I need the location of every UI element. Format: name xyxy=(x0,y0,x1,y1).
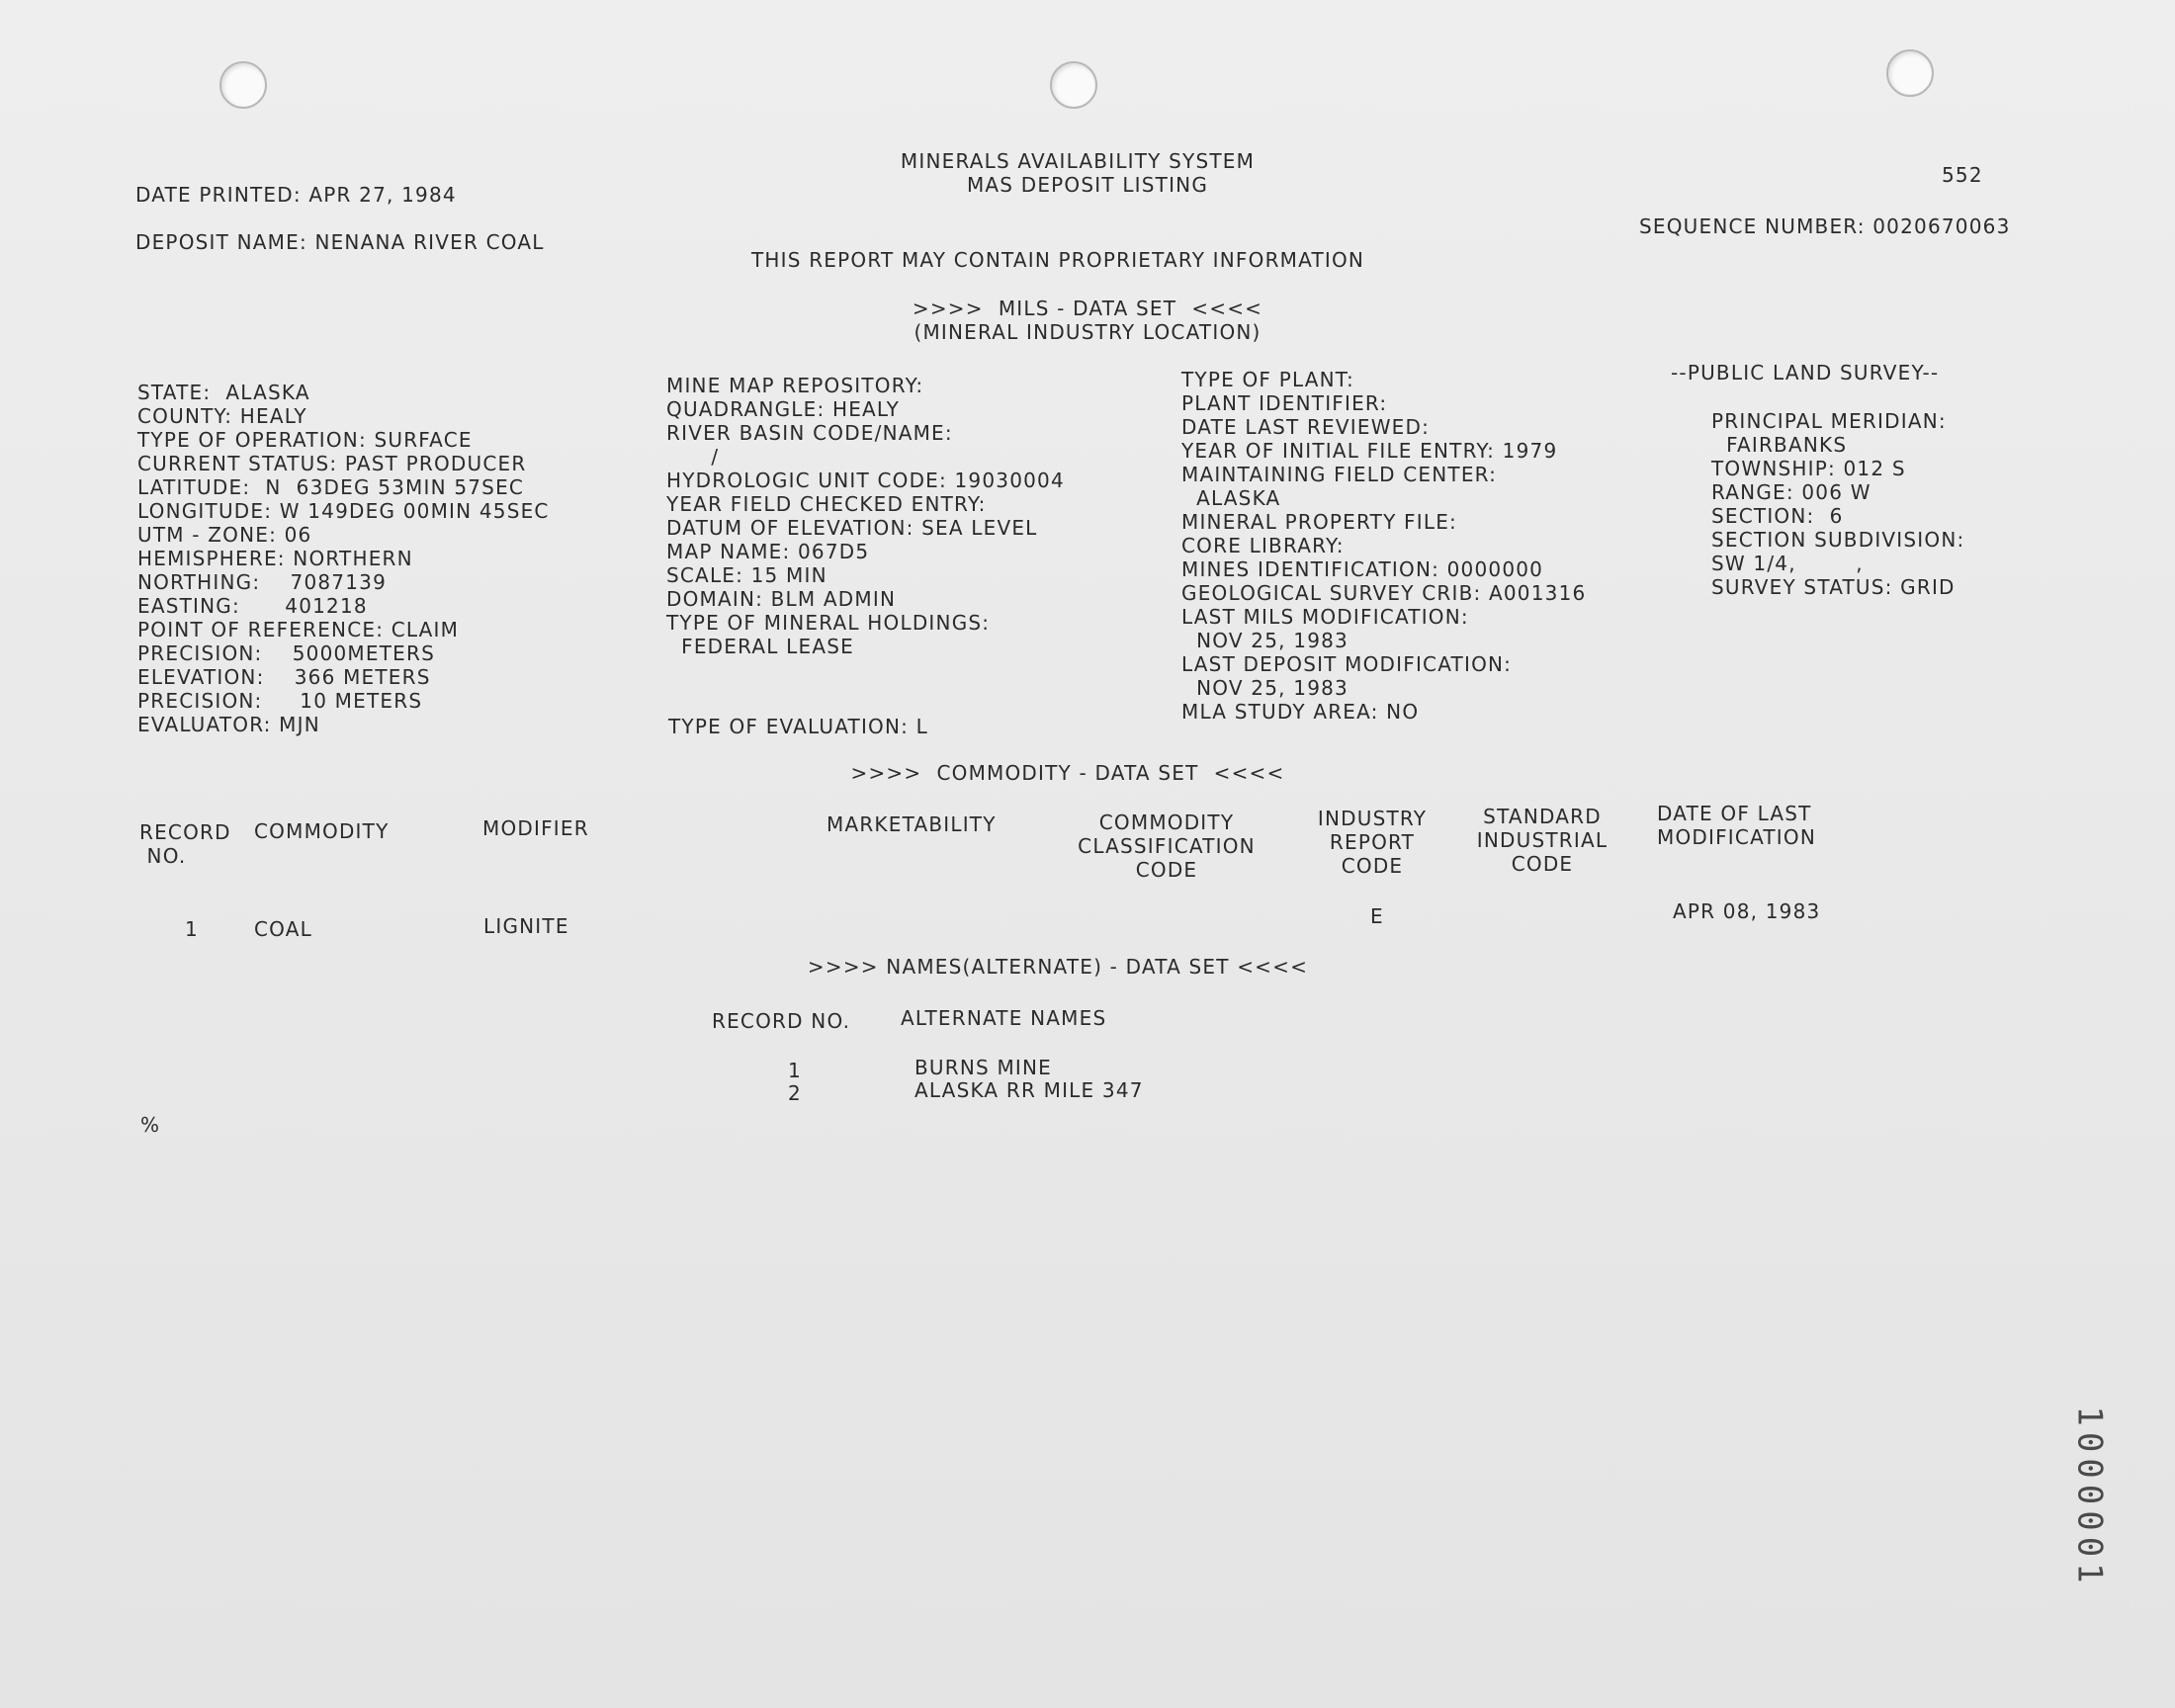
field-line: NOV 25, 1983 xyxy=(1181,629,1348,652)
names-section-title: >>>> NAMES(ALTERNATE) - DATA SET <<<< xyxy=(807,955,1309,979)
field-line: EVALUATOR: MJN xyxy=(137,713,320,736)
mils-section-title: >>>> MILS - DATA SET <<<< xyxy=(912,297,1263,320)
alternate-name-record-no: 1 xyxy=(788,1059,802,1082)
punch-hole-center xyxy=(1050,61,1097,109)
field-line: / xyxy=(666,445,720,469)
field-line: PRINCIPAL MERIDIAN: xyxy=(1711,409,1947,433)
field-line: LATITUDE: N 63DEG 53MIN 57SEC xyxy=(137,475,525,499)
header-standard-industrial-code: STANDARD INDUSTRIAL CODE xyxy=(1476,805,1609,876)
commodity-modification-date: APR 08, 1983 xyxy=(1673,899,1821,923)
date-printed: DATE PRINTED: APR 27, 1984 xyxy=(135,183,457,207)
system-title: MINERALS AVAILABILITY SYSTEM xyxy=(900,149,1256,173)
field-line: SCALE: 15 MIN xyxy=(666,563,827,587)
header-marketability: MARKETABILITY xyxy=(826,812,997,836)
alternate-name: ALASKA RR MILE 347 xyxy=(914,1078,1144,1102)
alternate-name: BURNS MINE xyxy=(914,1056,1053,1079)
field-line: FAIRBANKS xyxy=(1711,433,1848,457)
header-date-last-modification: DATE OF LAST MODIFICATION xyxy=(1657,802,1817,849)
alternate-name-record-no: 2 xyxy=(788,1081,802,1105)
field-line: SECTION SUBDIVISION: xyxy=(1711,528,1965,552)
field-line: DATE LAST REVIEWED: xyxy=(1181,415,1431,439)
field-line: GEOLOGICAL SURVEY CRIB: A001316 xyxy=(1181,581,1587,605)
field-line: CORE LIBRARY: xyxy=(1181,534,1345,557)
field-line: RIVER BASIN CODE/NAME: xyxy=(666,421,953,445)
commodity-industry-code: E xyxy=(1370,904,1384,928)
field-line: NORTHING: 7087139 xyxy=(137,570,387,594)
field-line: UTM - ZONE: 06 xyxy=(137,523,312,547)
field-line: YEAR OF INITIAL FILE ENTRY: 1979 xyxy=(1181,439,1558,463)
commodity-section-title: >>>> COMMODITY - DATA SET <<<< xyxy=(850,761,1285,785)
side-stamp-number xyxy=(2068,1404,2112,1591)
field-line: TYPE OF PLANT: xyxy=(1181,368,1354,391)
header-modifier: MODIFIER xyxy=(482,816,589,840)
page-number: 552 xyxy=(1942,163,1983,187)
field-line: SW 1/4, , xyxy=(1711,552,1864,575)
field-line: DATUM OF ELEVATION: SEA LEVEL xyxy=(666,516,1038,540)
field-line: STATE: ALASKA xyxy=(137,381,310,404)
field-line: ELEVATION: 366 METERS xyxy=(137,665,431,689)
field-line: LAST DEPOSIT MODIFICATION: xyxy=(1181,652,1513,676)
field-line: LONGITUDE: W 149DEG 00MIN 45SEC xyxy=(137,499,550,523)
mils-column-4 xyxy=(1711,409,1964,599)
field-line: FEDERAL LEASE xyxy=(666,635,854,658)
field-line: MLA STUDY AREA: NO xyxy=(1181,700,1420,724)
header-record-no: RECORD NO. xyxy=(139,820,231,868)
field-line: MINERAL PROPERTY FILE: xyxy=(1181,510,1457,534)
sequence-number: SEQUENCE NUMBER: 0020670063 xyxy=(1639,214,2011,238)
mils-column-3 xyxy=(1181,368,1586,724)
field-line: EASTING: 401218 xyxy=(137,594,368,618)
field-line: MINES IDENTIFICATION: 0000000 xyxy=(1181,557,1544,581)
footer-percent-mark: % xyxy=(140,1113,161,1137)
type-of-evaluation: TYPE OF EVALUATION: L xyxy=(668,715,928,738)
listing-title: MAS DEPOSIT LISTING xyxy=(966,173,1209,197)
commodity-record-no: 1 xyxy=(185,917,199,941)
field-line: CURRENT STATUS: PAST PRODUCER xyxy=(137,452,527,475)
field-line: NOV 25, 1983 xyxy=(1181,676,1348,700)
field-line: QUADRANGLE: HEALY xyxy=(666,397,901,421)
field-line: YEAR FIELD CHECKED ENTRY: xyxy=(666,492,987,516)
mils-column-1 xyxy=(137,381,550,736)
field-line: SECTION: 6 xyxy=(1711,504,1844,528)
field-line: HYDROLOGIC UNIT CODE: 19030004 xyxy=(666,469,1065,492)
field-line: MINE MAP REPOSITORY: xyxy=(666,374,924,397)
commodity-name: COAL xyxy=(254,917,312,941)
field-line: MAP NAME: 067D5 xyxy=(666,540,870,563)
mils-column-2 xyxy=(666,374,1065,658)
field-line: TYPE OF MINERAL HOLDINGS: xyxy=(666,611,991,635)
field-line: HEMISPHERE: NORTHERN xyxy=(137,547,413,570)
names-header-alternate-names: ALTERNATE NAMES xyxy=(901,1006,1107,1030)
field-line: SURVEY STATUS: GRID xyxy=(1711,575,1956,599)
field-line: COUNTY: HEALY xyxy=(137,404,307,428)
deposit-name: DEPOSIT NAME: NENANA RIVER COAL xyxy=(135,230,545,254)
field-line: RANGE: 006 W xyxy=(1711,480,1871,504)
side-stamp-text: 1000001 xyxy=(2070,1406,2111,1589)
field-line: DOMAIN: BLM ADMIN xyxy=(666,587,897,611)
field-line: TOWNSHIP: 012 S xyxy=(1711,457,1906,480)
header-commodity: COMMODITY xyxy=(254,819,390,843)
proprietary-notice: THIS REPORT MAY CONTAIN PROPRIETARY INFORMATION xyxy=(751,248,1365,272)
field-line: POINT OF REFERENCE: CLAIM xyxy=(137,618,460,641)
public-land-survey-title: --PUBLIC LAND SURVEY-- xyxy=(1671,361,1940,384)
field-line: PRECISION: 5000METERS xyxy=(137,641,435,665)
field-line: TYPE OF OPERATION: SURFACE xyxy=(137,428,473,452)
punch-hole-left xyxy=(219,61,267,109)
field-line: PLANT IDENTIFIER: xyxy=(1181,391,1388,415)
punch-hole-right xyxy=(1886,49,1934,97)
header-industry-report-code: INDUSTRY REPORT CODE xyxy=(1317,807,1428,878)
mils-section-subtitle: (MINERAL INDUSTRY LOCATION) xyxy=(914,320,1262,344)
commodity-modifier: LIGNITE xyxy=(483,914,569,938)
names-header-record-no: RECORD NO. xyxy=(712,1009,851,1033)
field-line: PRECISION: 10 METERS xyxy=(137,689,423,713)
header-commodity-classification: COMMODITY CLASSIFICATION CODE xyxy=(1078,811,1256,882)
field-line: MAINTAINING FIELD CENTER: xyxy=(1181,463,1498,486)
field-line: ALASKA xyxy=(1181,486,1281,510)
field-line: LAST MILS MODIFICATION: xyxy=(1181,605,1469,629)
